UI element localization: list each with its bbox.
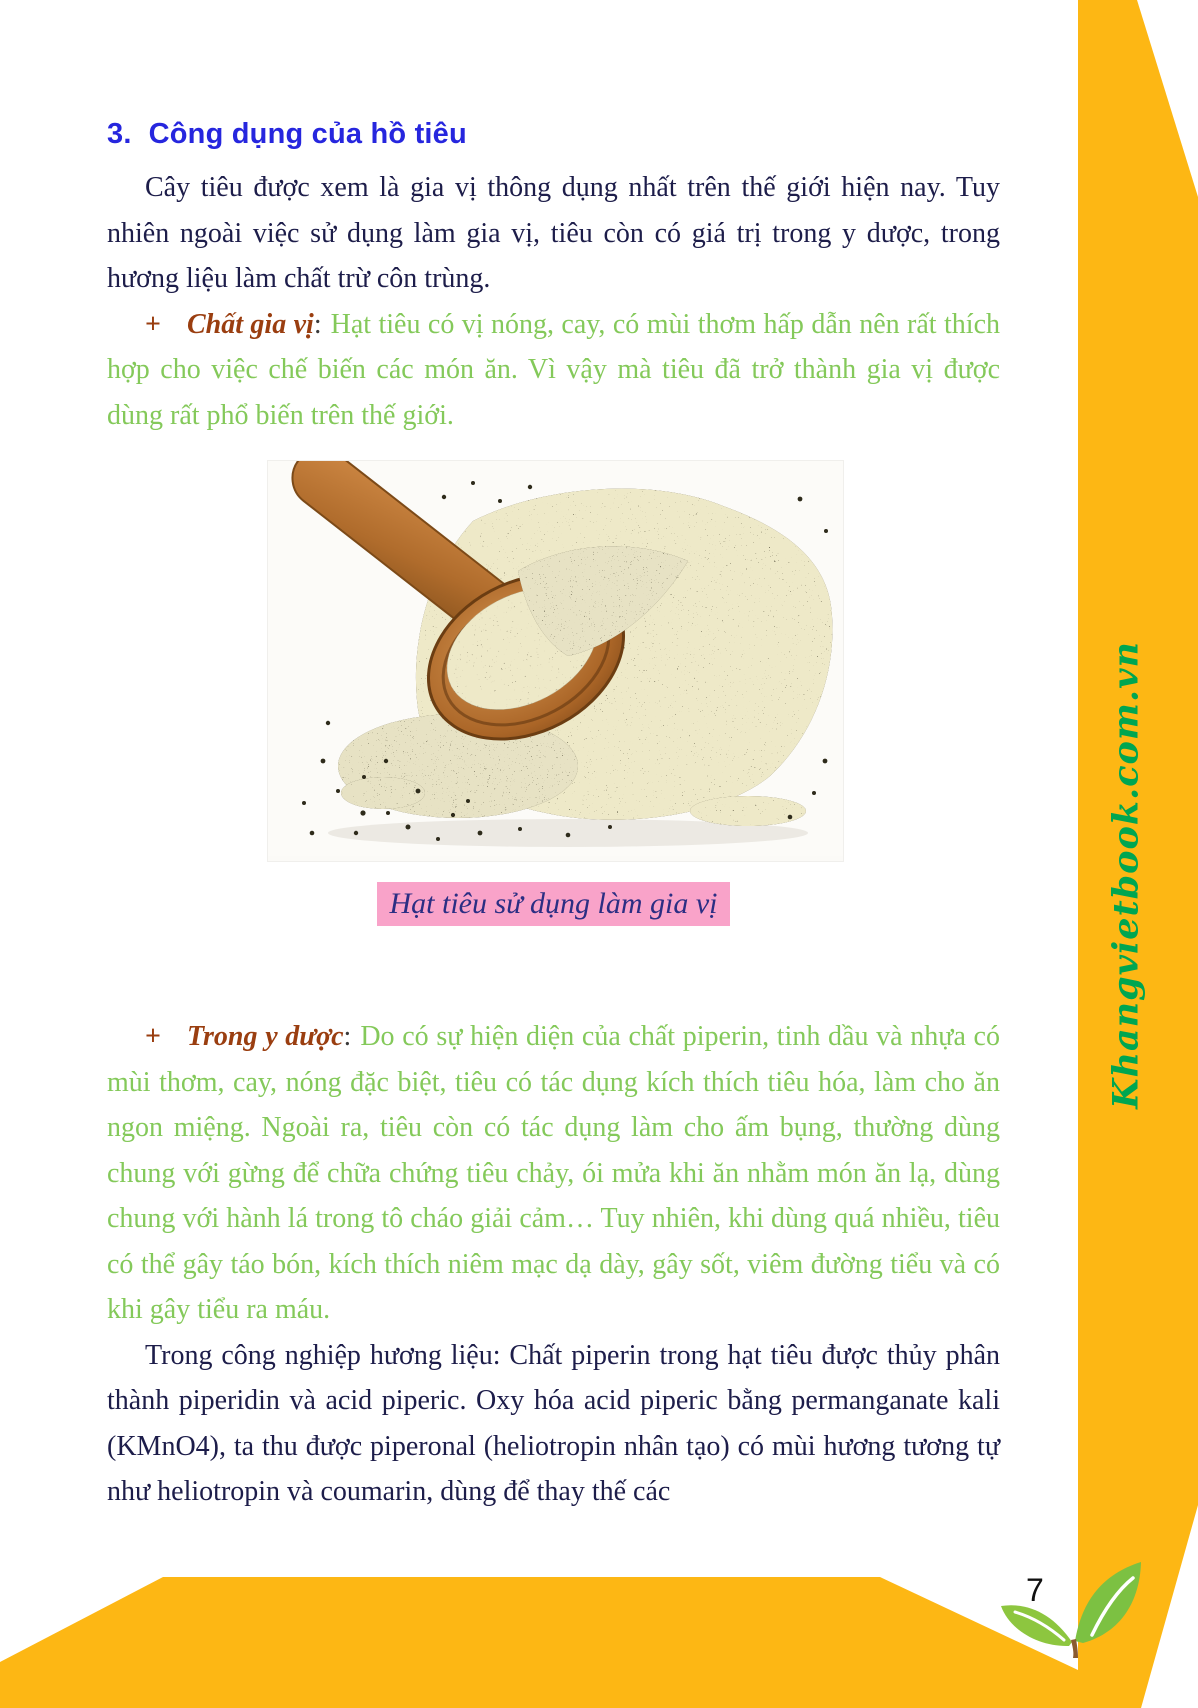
bottom-border-band xyxy=(0,1577,1078,1708)
page-content xyxy=(107,118,1000,1515)
figure-caption xyxy=(107,882,1000,926)
section-title-text: Công dụng của hồ tiêu xyxy=(148,118,467,150)
spice-colon: : xyxy=(313,308,322,340)
spice-label: Chất gia vị xyxy=(186,308,314,340)
pepper-photo-graphic xyxy=(268,461,843,856)
paragraph-intro: Cây tiêu được xem là gia vị thông dụng nhất trên thế giới hiện nay. Tuy nhiên ngoài việc sử dụng làm gia vị, tiêu còn có giá trị trong y dược, trong hương liệu làm chất trừ côn trùng. xyxy=(107,172,1000,294)
figure-caption-text: Hạt tiêu sử dụng làm gia vị xyxy=(377,882,729,926)
medicine-colon: : xyxy=(343,1021,352,1052)
medicine-text: Do có sự hiện diện của chất piperin, tinh dầu và nhựa có mùi thơm, cay, nóng đặc biệt, tiêu có tác dụng kích thích tiêu hóa, làm cho ăn ngon miệng. Ngoài ra, tiêu còn có tác dụng làm cho ấm bụng, thường dùng chung với gừng để chữa chứng tiêu chảy, ói mửa khi ăn nhằm món ăn lạ, dùng chung với hành lá trong tô cháo giải cảm… Tuy nhiên, khi dùng quá nhiều, tiêu có thể gây táo bón, kích thích niêm mạc dạ dày, gây sốt, viêm đường tiểu và có khi gây tiểu ra máu. xyxy=(107,1021,1000,1325)
medicine-label: Trong y dược xyxy=(186,1021,344,1052)
bullet-plus: + xyxy=(145,1021,161,1052)
pepper-photo xyxy=(267,460,844,862)
spice-text: Hạt tiêu có vị nóng, cay, có mùi thơm hấp dẫn nên rất thích hợp cho việc chế biến các món ăn. Vì vậy mà tiêu đã trở thành gia vị được dùng rất phổ biến trên thế giới. xyxy=(107,308,1001,431)
page-number: 7 xyxy=(1026,1572,1044,1608)
paragraph-industry: Trong công nghiệp hương liệu: Chất piperin trong hạt tiêu được thủy phân thành piperidin và acid piperic. Oxy hóa acid piperic bằng permanganate kali (KMnO4), ta thu được piperonal (heliotropin nhân tạo) có mùi hương tương tự như heliotropin và coumarin, dùng để thay thế các xyxy=(107,1339,1000,1507)
pepper-figure xyxy=(107,460,1000,926)
section-heading xyxy=(107,118,1000,151)
watermark-vertical-text: Khangvietbook.com.vn xyxy=(1105,641,1147,1109)
section-number: 3. xyxy=(107,118,132,150)
paragraph-spice xyxy=(107,302,1000,439)
paragraph-medicine xyxy=(107,1014,1000,1333)
bullet-plus: + xyxy=(145,308,161,340)
